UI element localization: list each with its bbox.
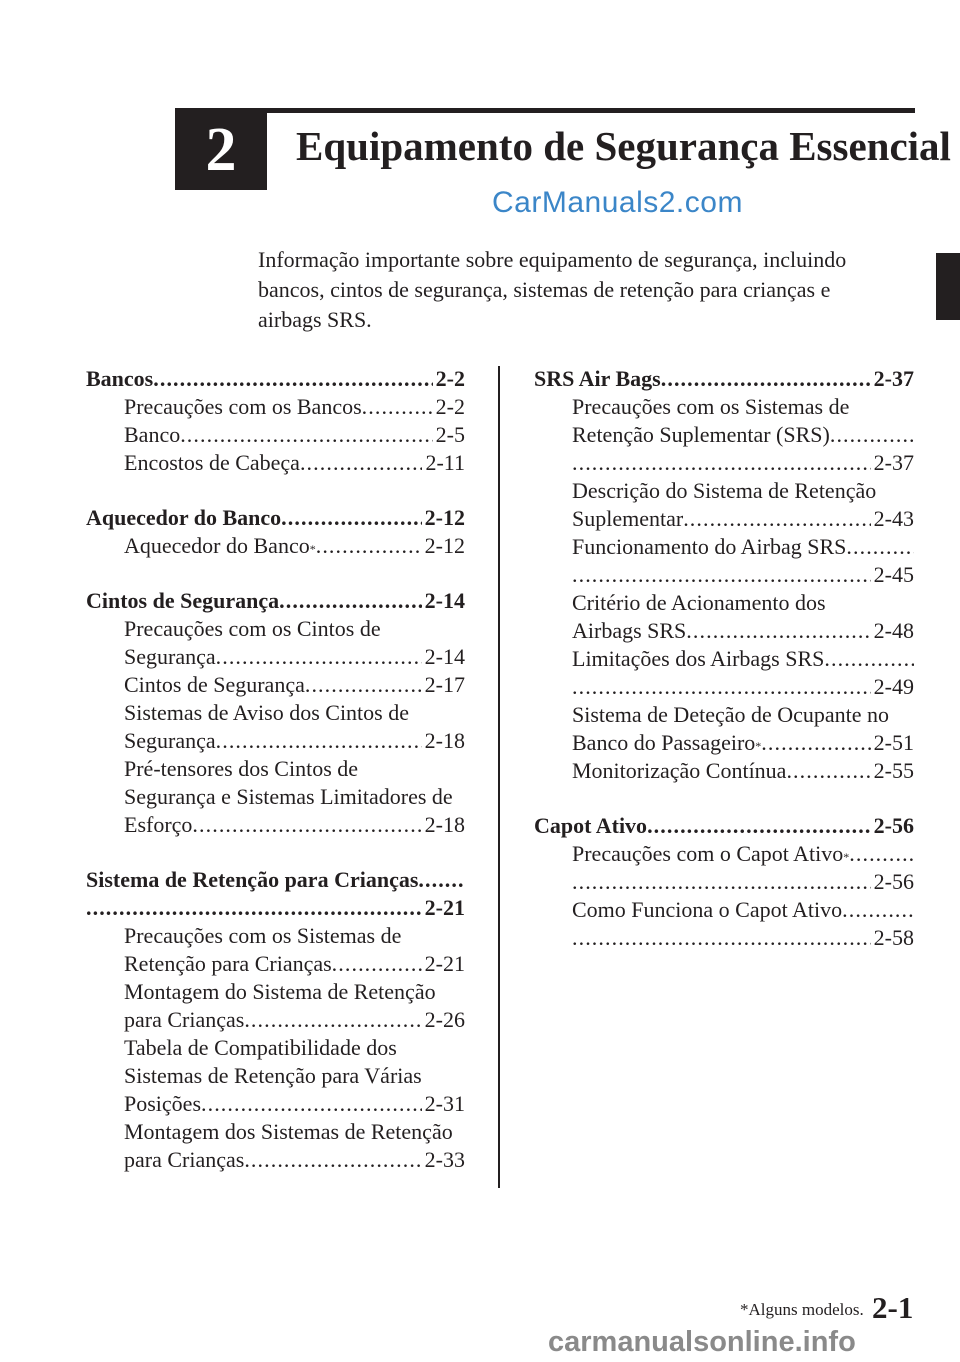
toc-subsection-entry[interactable] — [534, 533, 914, 561]
toc-entry-text: Cintos de Segurança — [124, 672, 305, 697]
toc-page-ref: 2-43 — [873, 506, 914, 531]
chapter-side-tab — [936, 253, 960, 320]
toc-subsection-entry[interactable] — [86, 643, 465, 671]
toc-subsection-entry[interactable] — [86, 978, 465, 1006]
toc-entry-text: para Crianças — [124, 1147, 245, 1172]
dot-leader — [842, 896, 914, 924]
toc-entry-text: Banco — [124, 422, 181, 447]
toc-page-ref: 2-5 — [435, 422, 465, 447]
toc-entry-text: Funcionamento do Airbag SRS — [572, 534, 847, 559]
toc-subsection-entry[interactable] — [534, 896, 914, 924]
toc-entry-text: Precauções com os Cintos de — [124, 616, 381, 641]
toc-section-entry[interactable] — [86, 894, 465, 922]
intro-line: bancos, cintos de segurança, sistemas de retenção para crianças e — [258, 277, 831, 302]
toc-page-ref: 2-14 — [424, 588, 465, 613]
toc-subsection-entry[interactable] — [86, 755, 465, 783]
toc-entry-text: Monitorização Contínua — [572, 758, 787, 783]
dot-leader — [661, 365, 871, 393]
toc-section-entry[interactable] — [534, 812, 914, 840]
toc-entry-text: Precauções com o Capot Ativo — [572, 841, 844, 866]
toc-page-ref: 2-18 — [424, 812, 465, 837]
toc-entry-text: Aquecedor do Banco — [124, 533, 310, 558]
toc-subsection-entry[interactable] — [86, 727, 465, 755]
watermark: CarManuals2.com — [492, 186, 743, 219]
toc-subsection-entry[interactable] — [534, 505, 914, 533]
chapter-number: 2 — [205, 115, 237, 184]
toc-page-ref: 2-55 — [873, 758, 914, 783]
toc-entry-text: Segurança — [124, 644, 216, 669]
toc-subsection-entry[interactable] — [534, 924, 914, 952]
toc-entry-text: Precauções com os Bancos — [124, 394, 362, 419]
dot-leader — [279, 587, 422, 615]
toc-subsection-entry[interactable] — [86, 922, 465, 950]
toc-subsection-entry[interactable] — [86, 393, 465, 421]
dot-leader — [316, 532, 422, 560]
toc-subsection-entry[interactable] — [534, 449, 914, 477]
dot-leader — [572, 924, 871, 952]
toc-entry-text: Montagem dos Sistemas de Retenção — [124, 1119, 453, 1144]
dot-leader — [683, 505, 870, 533]
toc-entry-text: Esforço — [124, 812, 193, 837]
toc-subsection-entry[interactable]: Precauções com o Capot Ativo * . . . — [534, 840, 914, 868]
toc-subsection-entry[interactable] — [86, 615, 465, 643]
dot-leader — [153, 365, 432, 393]
toc-subsection-entry[interactable] — [534, 701, 914, 729]
toc-subsection-entry[interactable] — [534, 477, 914, 505]
toc-page-ref: 2-37 — [873, 366, 914, 391]
dot-leader — [786, 757, 870, 785]
toc-page-ref: 2-2 — [435, 394, 465, 419]
toc-subsection-entry[interactable] — [86, 1034, 465, 1062]
toc-entry-text: Critério de Acionamento dos — [572, 590, 826, 615]
toc-subsection-entry[interactable] — [534, 757, 914, 785]
page-number: 2-1 — [872, 1290, 914, 1325]
toc-subsection-entry[interactable]: Aquecedor do Banco * . . . 2-12 — [86, 532, 465, 560]
toc-entry-text: Precauções com os Sistemas de — [124, 923, 402, 948]
toc-right-column — [534, 365, 914, 952]
toc-spacer — [86, 560, 465, 587]
column-divider — [498, 366, 500, 1188]
dot-leader — [244, 1146, 421, 1174]
toc-entry-text: Sistema de Retenção para Crianças — [86, 867, 419, 892]
toc-subsection-entry[interactable] — [534, 421, 914, 449]
toc-subsection-entry[interactable] — [534, 589, 914, 617]
footer-watermark: carmanualsonline.info — [548, 1326, 856, 1358]
toc-page-ref: 2-31 — [424, 1091, 465, 1116]
toc-entry-text: Cintos de Segurança — [86, 588, 280, 613]
toc-section-entry[interactable] — [534, 365, 914, 393]
toc-subsection-entry[interactable] — [86, 1090, 465, 1118]
dot-leader — [216, 643, 422, 671]
toc-page-ref: 2-21 — [424, 951, 465, 976]
toc-subsection-entry[interactable] — [86, 1062, 465, 1090]
toc-section-entry[interactable] — [86, 866, 465, 894]
dot-leader — [824, 645, 914, 673]
toc-subsection-entry[interactable] — [86, 421, 465, 449]
toc-page-ref: 2-17 — [424, 672, 465, 697]
intro-line: airbags SRS. — [258, 307, 372, 332]
toc-subsection-entry[interactable] — [86, 950, 465, 978]
toc-subsection-entry[interactable] — [534, 393, 914, 421]
toc-page-ref: 2-11 — [425, 450, 465, 475]
toc-left-column — [86, 365, 465, 1174]
toc-page-ref: 2-56 — [873, 813, 914, 838]
toc-subsection-entry[interactable]: Banco do Passageiro * . . . 2-51 — [534, 729, 914, 757]
intro-line: Informação importante sobre equipamento de segurança, incluindo — [258, 247, 847, 272]
toc-entry-text: Tabela de Compatibilidade dos — [124, 1035, 397, 1060]
toc-page-ref: 2-51 — [873, 730, 914, 755]
toc-spacer — [534, 785, 914, 812]
toc-page-ref: 2-58 — [873, 925, 914, 950]
dot-leader — [572, 868, 871, 896]
toc-entry-text: Bancos — [86, 366, 154, 391]
toc-entry-text: Sistemas de Retenção para Várias — [124, 1063, 422, 1088]
toc-subsection-entry[interactable] — [86, 699, 465, 727]
toc-entry-text: Como Funciona o Capot Ativo — [572, 897, 843, 922]
toc-page-ref: 2-14 — [424, 644, 465, 669]
toc-entry-text: para Crianças — [124, 1007, 245, 1032]
toc-entry-text: Banco do Passageiro — [572, 730, 756, 755]
toc-page-ref: 2-21 — [424, 895, 465, 920]
toc-page-ref: 2-48 — [873, 618, 914, 643]
toc-subsection-entry[interactable] — [86, 671, 465, 699]
toc-subsection-entry[interactable] — [86, 1006, 465, 1034]
toc-entry-text: SRS Air Bags — [534, 366, 661, 391]
toc-entry-text: Retenção Suplementar (SRS) — [572, 422, 830, 447]
toc-entry-text: Posições — [124, 1091, 201, 1116]
dot-leader — [572, 673, 871, 701]
chapter-intro — [258, 245, 918, 335]
toc-entry-text: Limitações dos Airbags SRS — [572, 646, 825, 671]
toc-entry-text: Encostos de Cabeça — [124, 450, 300, 475]
dot-leader — [180, 421, 432, 449]
dot-leader — [216, 727, 422, 755]
toc-page-ref: 2-56 — [873, 869, 914, 894]
toc-entry-text: Retenção para Crianças — [124, 951, 332, 976]
toc-page-ref: 2-37 — [873, 450, 914, 475]
dot-leader — [761, 729, 870, 757]
toc-entry-text: Segurança e Sistemas Limitadores de — [124, 784, 453, 809]
toc-page-ref: 2-33 — [424, 1147, 465, 1172]
dot-leader — [192, 811, 421, 839]
dot-leader — [686, 617, 870, 645]
toc-spacer — [86, 839, 465, 866]
dot-leader — [86, 894, 422, 922]
toc-entry-text: Airbags SRS — [572, 618, 687, 643]
dot-leader — [849, 840, 914, 868]
toc-subsection-entry[interactable] — [534, 617, 914, 645]
toc-section-entry[interactable] — [86, 587, 465, 615]
dot-leader — [572, 561, 871, 589]
toc-page-ref: 2-49 — [873, 674, 914, 699]
toc-entry-text: Capot Ativo — [534, 813, 648, 838]
dot-leader — [300, 449, 423, 477]
toc-subsection-entry[interactable] — [534, 561, 914, 589]
toc-section-entry[interactable] — [86, 365, 465, 393]
toc-entry-text: Aquecedor do Banco — [86, 505, 282, 530]
toc-section-entry[interactable] — [86, 504, 465, 532]
toc-subsection-entry[interactable] — [86, 1118, 465, 1146]
toc-entry-text: Sistemas de Aviso dos Cintos de — [124, 700, 409, 725]
toc-subsection-entry[interactable] — [534, 645, 914, 673]
toc-subsection-entry[interactable] — [534, 673, 914, 701]
footnote: *Alguns modelos. — [740, 1300, 864, 1319]
dot-leader — [362, 393, 433, 421]
toc-page-ref: 2-45 — [873, 562, 914, 587]
toc-page-ref: 2-2 — [435, 366, 465, 391]
chapter-number-box — [175, 110, 267, 190]
toc-spacer — [86, 477, 465, 504]
toc-subsection-entry[interactable] — [86, 449, 465, 477]
dot-leader — [572, 449, 871, 477]
dot-leader — [830, 421, 914, 449]
dot-leader — [418, 866, 465, 894]
toc-entry-text: Precauções com os Sistemas de — [572, 394, 850, 419]
toc-page-ref: 2-12 — [424, 505, 465, 530]
toc-subsection-entry[interactable] — [86, 811, 465, 839]
toc-entry-text: Montagem do Sistema de Retenção — [124, 979, 436, 1004]
dot-leader — [305, 671, 422, 699]
dot-leader — [647, 812, 871, 840]
toc-entry-text: Suplementar — [572, 506, 684, 531]
toc-entry-text: Descrição do Sistema de Retenção — [572, 478, 877, 503]
dot-leader — [846, 533, 914, 561]
dot-leader — [332, 950, 422, 978]
chapter-title: Equipamento de Segurança Essencial — [296, 123, 951, 169]
dot-leader — [244, 1006, 421, 1034]
header-rule — [175, 108, 915, 113]
toc-subsection-entry[interactable] — [86, 783, 465, 811]
toc-page-ref: 2-18 — [424, 728, 465, 753]
toc-entry-text: Sistema de Deteção de Ocupante no — [572, 702, 890, 727]
dot-leader — [201, 1090, 422, 1118]
toc-subsection-entry[interactable] — [86, 1146, 465, 1174]
toc-entry-text: Segurança — [124, 728, 216, 753]
toc-subsection-entry[interactable] — [534, 868, 914, 896]
toc-page-ref: 2-26 — [424, 1007, 465, 1032]
dot-leader — [281, 504, 422, 532]
toc-page-ref: 2-12 — [424, 533, 465, 558]
toc-entry-text: Pré-tensores dos Cintos de — [124, 756, 359, 781]
